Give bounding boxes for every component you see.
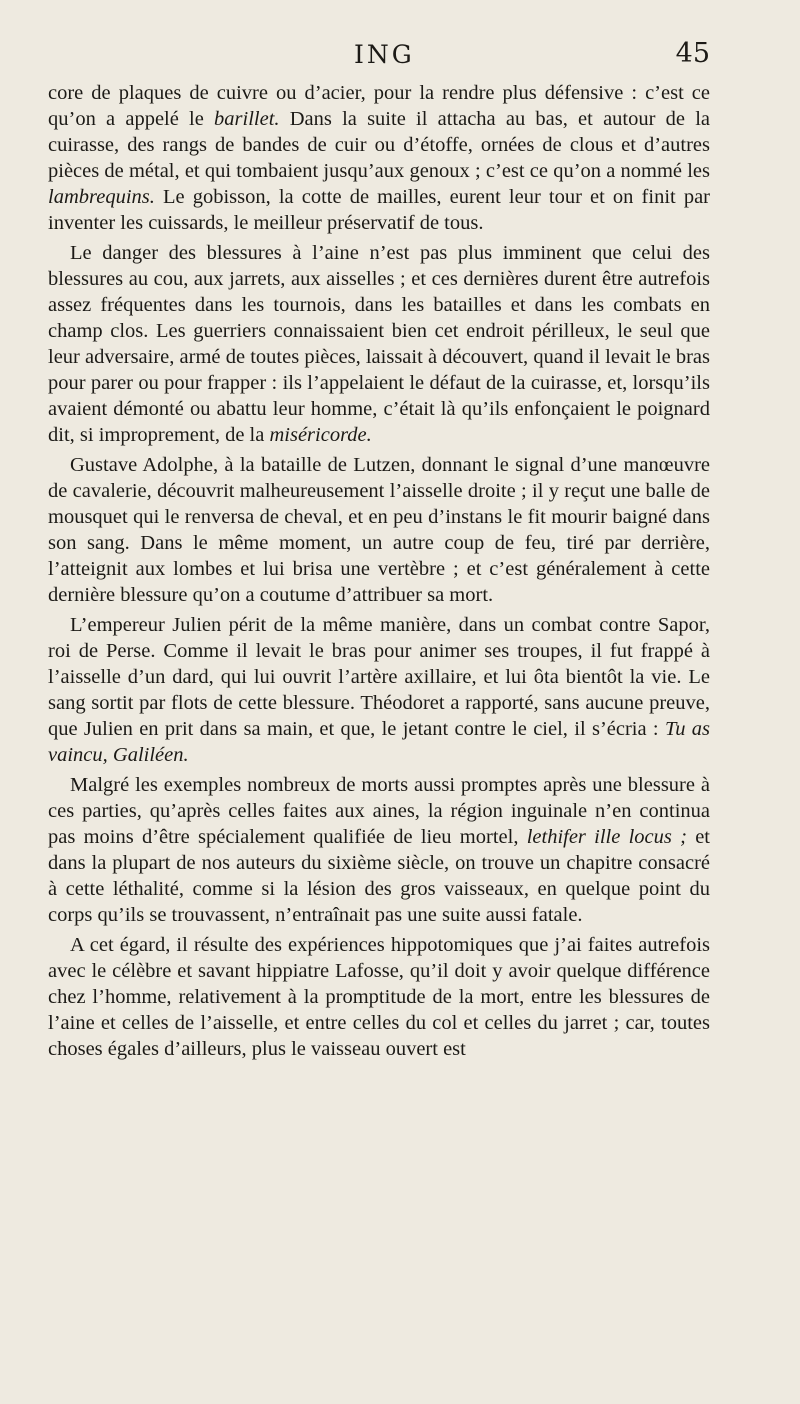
text-run: Le danger des blessures à l’aine n’est pas plus imminent que celui des blessures au cou, aux jarrets, aux aisselles ; et ces dernières durent être autrefois assez fréquentes dans les tournois, dans les batailles et dans les combats en champ clos. Les guerriers connaissaient bien cet endroit périlleux, le seul que leur adversaire, armé de toutes pièces, laissait à découvert, quand il levait le bras pour parer ou pour frapper : ils l’appelaient le défaut de la cuirasse, et, lorsqu’ils avaient démonté ou abattu leur homme, c’était là qu’ils enfonçaient le poignard dit, si improprement, de la [48, 242, 710, 446]
text-run: et dans la plupart de nos auteurs du sixième siècle, on trouve un chapitre consacré à cette léthalité, comme si la lésion des gros vaisseaux, en quelque point du corps qu’ils se trouvassent, n’entraînait pas une suite aussi fatale. [48, 826, 710, 926]
paragraph [48, 240, 710, 448]
text-run: core de plaques de cuivre ou d’acier, pour la rendre plus défensive : c’est ce qu’on a appelé le [48, 82, 710, 130]
italic-text: lambrequins. [48, 186, 155, 208]
text-run: L’empereur Julien périt de la même manière, dans un combat contre Sapor, roi de Perse. Comme il levait le bras pour animer ses troupes, il fut frappé à l’aisselle d’un dard, qui lui ouvrit l’artère axillaire, et lui ôta bientôt la vie. Le sang sortit par flots de cette blessure. Théodoret a rapporté, sans aucune preuve, que Julien en prit dans sa main, et que, le jetant contre le ciel, il s’écria : [48, 614, 710, 740]
text-run: Malgré les exemples nombreux de morts aussi promptes après une blessure à ces parties, qu’après celles faites aux aines, la région inguinale n’en continua pas moins d’être spécialement qualifiée de lieu mortel, [48, 774, 710, 848]
text-run: Le gobisson, la cotte de mailles, eurent leur tour et on finit par inventer les cuissards, le meilleur préservatif de tous. [48, 186, 710, 234]
page-number: 45 [675, 38, 710, 69]
text-run: A cet égard, il résulte des expériences hippotomiques que j’ai faites autrefois avec le célèbre et savant hippiatre Lafosse, qu’il doit y avoir quelque différence chez l’homme, relativement à la promptitude de la mort, entre les blessures de l’aine et celles de l’aisselle, et entre celles du col et celles du jarret ; car, toutes choses égales d’ailleurs, plus le vaisseau ouvert est [48, 934, 710, 1060]
italic-text: Tu as vaincu, Galiléen. [48, 718, 711, 766]
running-head: ING [354, 40, 415, 69]
text-run: Gustave Adolphe, à la bataille de Lutzen, donnant le signal d’une manœuvre de cavalerie, découvrit malheureusement l’aisselle droite ; il y reçut une balle de mousquet qui le renversa de cheval, et en peu d’instans le fit mourir baigné dans son sang. Dans le même moment, un autre coup de feu, tiré par derrière, l’atteignit aux lombes et lui brisa une vertèbre ; et c’est généralement à cette dernière blessure qu’on a coutume d’attribuer sa mort. [48, 454, 710, 606]
italic-text: lethifer ille locus ; [526, 826, 687, 848]
paragraph [48, 932, 710, 1062]
italic-text: barillet. [214, 108, 280, 130]
text-run: Dans la suite il attacha au bas, et autour de la cuirasse, des rangs de bandes de cuir ou d’étoffe, ornées de clous et d’autres pièces de métal, et qui tombaient jusqu’aux genoux ; c’est ce qu’on a nommé les [48, 108, 710, 182]
paragraph [48, 80, 710, 236]
body-text [48, 80, 710, 1062]
page-header [48, 36, 710, 80]
italic-text: miséricorde. [269, 424, 372, 446]
paragraph [48, 772, 710, 928]
paragraph [48, 452, 710, 608]
paragraph [48, 612, 710, 768]
